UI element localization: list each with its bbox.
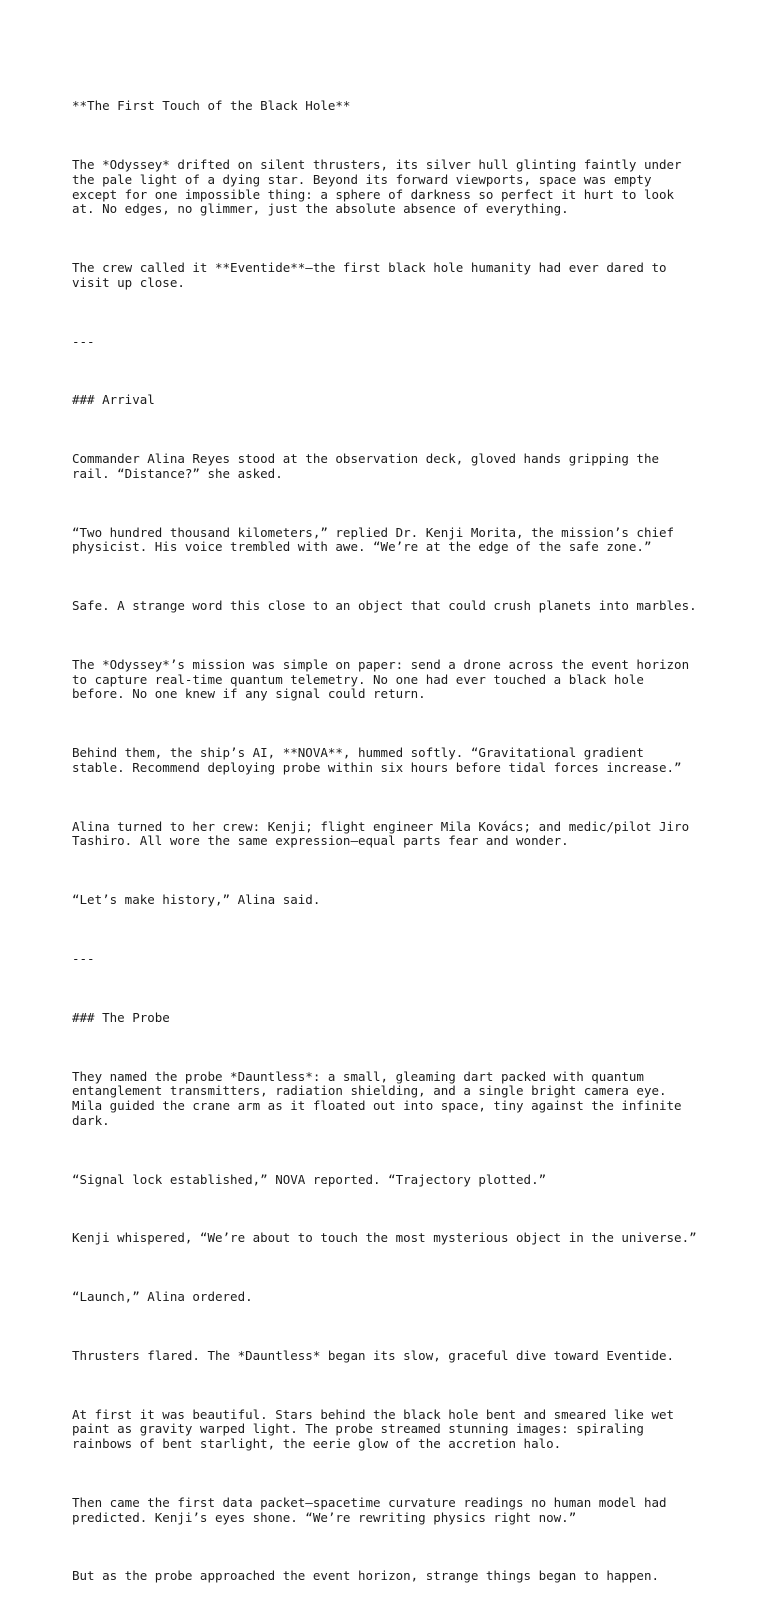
paragraph: “Let’s make history,” Alina said. xyxy=(72,892,321,908)
paragraph: Commander Alina Reyes stood at the observation deck, gloved hands gripping the rail. “Distance?” she asked. xyxy=(72,451,659,481)
paragraph: But as the probe approached the event horizon, strange things began to happen. xyxy=(72,1568,659,1584)
paragraph: The *Odyssey*’s mission was simple on paper: send a drone across the event horizon to capture real-time quantum telemetry. No one had ever touched a black hole before. No one knew if any signal could return. xyxy=(72,657,690,702)
document-page xyxy=(72,70,712,1613)
paragraph: Behind them, the ship’s AI, **NOVA**, hummed softly. “Gravitational gradient stable. Recommend deploying probe within six hours before tidal forces increase.” xyxy=(72,745,682,775)
section-divider: --- xyxy=(72,333,95,349)
paragraph: Alina turned to her crew: Kenji; flight engineer Mila Kovács; and medic/pilot Jiro Tashiro. All wore the same expression—equal parts fear and wonder. xyxy=(72,818,690,849)
paragraph: “Two hundred thousand kilometers,” replied Dr. Kenji Morita, the mission’s chief physicist. His voice trembled with awe. “We’re at the edge of the safe zone.” xyxy=(72,524,675,555)
section-divider: --- xyxy=(72,951,95,966)
paragraph: Safe. A strange word this close to an object that could crush planets into marbles. xyxy=(72,598,697,614)
paragraph: The *Odyssey* drifted on silent thrusters, its silver hull glinting faintly under the pale light of a dying star. Beyond its forward viewports, space was empty except for one impossible thing: a sphere of darkness so perfect it hurt to look at. No edges, no glimmer, just the absolute absence of everything. xyxy=(72,157,682,217)
section-heading-arrival: ### Arrival xyxy=(72,392,155,408)
paragraph: Thrusters flared. The *Dauntless* began its slow, graceful dive toward Eventide. xyxy=(72,1347,675,1363)
paragraph: Kenji whispered, “We’re about to touch the most mysterious object in the universe.” xyxy=(72,1230,697,1246)
paragraph: “Launch,” Alina ordered. xyxy=(72,1289,253,1305)
paragraph: “Signal lock established,” NOVA reported. “Trajectory plotted.” xyxy=(72,1171,547,1187)
paragraph: The crew called it **Eventide**—the first black hole humanity had ever dared to visit up close. xyxy=(72,260,667,290)
section-heading-probe: ### The Probe xyxy=(72,1009,170,1025)
paragraph: At first it was beautiful. Stars behind the black hole bent and smeared like wet paint as gravity warped light. The probe streamed stunning images: spiraling rainbows of bent starlight, the eerie glow of the accretion halo. xyxy=(72,1406,675,1452)
document-title: **The First Touch of the Black Hole** xyxy=(72,98,351,114)
paragraph: They named the probe *Dauntless*: a small, gleaming dart packed with quantum entanglement transmitters, radiation shielding, and a single bright camera eye. Mila guided the crane arm as it floated out into space, tiny against the infinite dark. xyxy=(72,1068,682,1128)
paragraph: Then came the first data packet—spacetime curvature readings no human model had predicted. Kenji’s eyes shone. “We’re rewriting physics right now.” xyxy=(72,1494,667,1525)
